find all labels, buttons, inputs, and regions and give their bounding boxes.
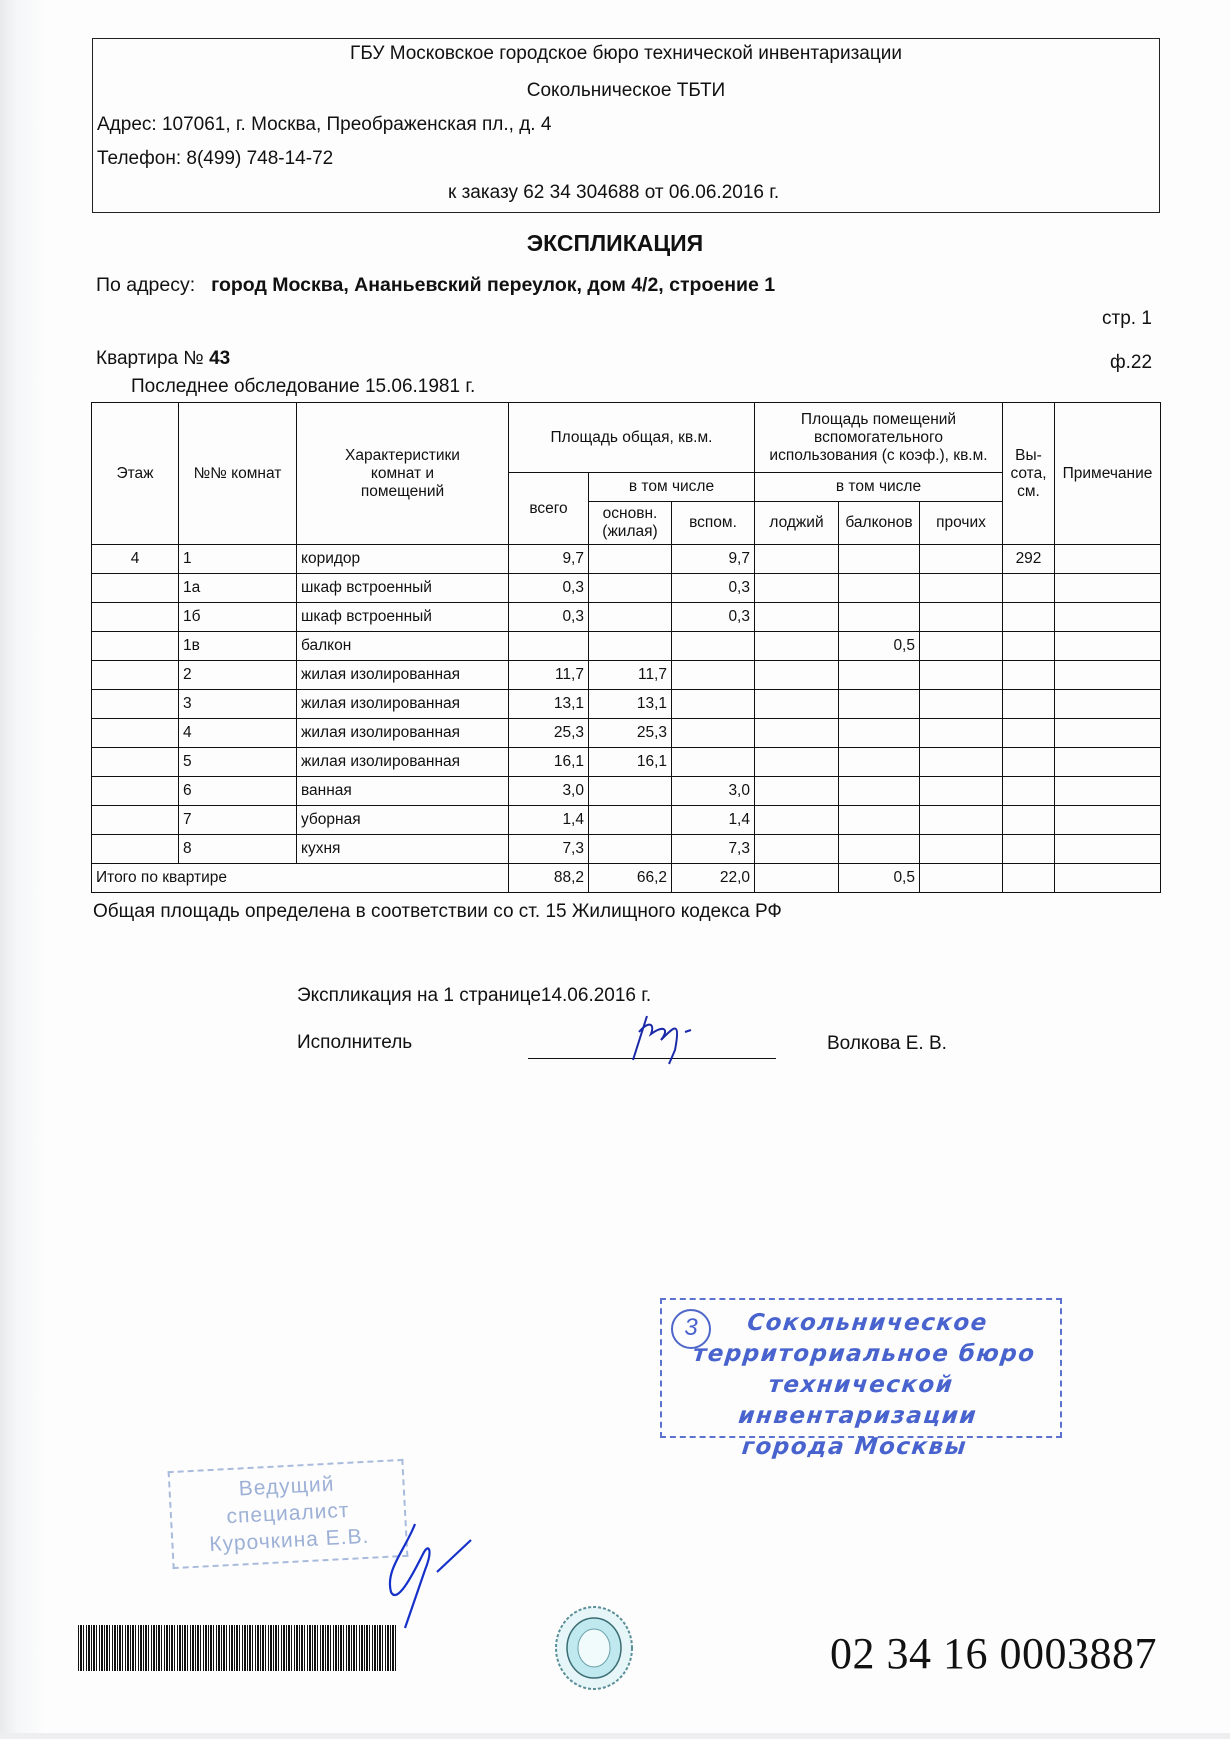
cell-aux [672,632,755,661]
barcode [78,1625,396,1671]
cell-note [1055,748,1161,777]
col-loggias: лоджий [755,502,839,545]
col-other: прочих [920,502,1003,545]
totals-height [1003,864,1055,893]
apartment-label: Квартира № 43 [96,348,231,369]
cell-loggia [755,603,839,632]
cell-other [920,806,1003,835]
totals-main: 66,2 [589,864,672,893]
col-height: Вы-сота, см. [1003,403,1055,545]
cell-other [920,777,1003,806]
form-number: ф.22 [1110,352,1153,373]
cell-main [589,806,672,835]
cell-total: 0,3 [509,603,589,632]
cell-total: 11,7 [509,661,589,690]
cell-floor [92,835,179,864]
cell-loggia [755,777,839,806]
cell-balcony [839,777,920,806]
cell-height [1003,748,1055,777]
cell-desc: шкаф встроенный [297,603,509,632]
specialist-signature-icon [375,1520,485,1630]
table-row [92,835,1161,864]
cell-floor [92,777,179,806]
cell-main [589,603,672,632]
cell-other [920,690,1003,719]
cell-note [1055,690,1161,719]
col-main-living: основн. (жилая) [589,502,672,545]
totals-aux: 22,0 [672,864,755,893]
issuer-phone: Телефон: 8(499) 748-14-72 [97,148,334,169]
cell-total: 25,3 [509,719,589,748]
executor-signature-icon [625,1010,715,1066]
cell-total: 3,0 [509,777,589,806]
col-aux: вспом. [672,502,755,545]
cell-note [1055,835,1161,864]
cell-main [589,574,672,603]
cell-desc: балкон [297,632,509,661]
cell-other [920,603,1003,632]
branch-name: Сокольническое ТБТИ [526,80,726,101]
cell-height [1003,777,1055,806]
cell-aux: 0,3 [672,574,755,603]
executor-label: Исполнитель [297,1032,413,1053]
cell-main: 25,3 [589,719,672,748]
cell-main [589,545,672,574]
cell-main: 13,1 [589,690,672,719]
page-number: стр. 1 [1102,308,1152,329]
cell-total: 9,7 [509,545,589,574]
cell-room: 6 [179,777,297,806]
cell-room: 2 [179,661,297,690]
cell-balcony [839,574,920,603]
col-aux-area: Площадь помещений вспомогательного использования (с коэф.), кв.м. [755,403,1003,473]
explication-table [91,402,1161,893]
table-row [92,632,1161,661]
cell-desc: ванная [297,777,509,806]
totals-other [920,864,1003,893]
table-row [92,574,1161,603]
cell-total: 0,3 [509,574,589,603]
legal-note: Общая площадь определена в соответствии со ст. 15 Жилищного кодекса РФ [93,901,782,922]
cell-floor [92,806,179,835]
col-including: в том числе [589,473,755,502]
col-characteristics: Характеристики комнат и помещений [297,403,509,545]
cell-aux: 0,3 [672,603,755,632]
cell-height [1003,690,1055,719]
cell-room: 5 [179,748,297,777]
cell-height [1003,574,1055,603]
document-number: 02 34 16 0003887 [830,1629,1157,1678]
specialist-stamp: Ведущий специалист Курочкина Е.В. [168,1459,409,1569]
organization-name: ГБУ Московское городское бюро технической инвентаризации [350,43,902,64]
cell-aux [672,690,755,719]
cell-loggia [755,661,839,690]
cell-floor: 4 [92,545,179,574]
cell-aux: 7,3 [672,835,755,864]
totals-balcony: 0,5 [839,864,920,893]
cell-aux [672,719,755,748]
table-row [92,748,1161,777]
cell-loggia [755,835,839,864]
cell-total: 7,3 [509,835,589,864]
cell-height [1003,603,1055,632]
cell-desc: коридор [297,545,509,574]
cell-loggia [755,719,839,748]
cell-balcony [839,661,920,690]
cell-desc: жилая изолированная [297,748,509,777]
cell-balcony [839,748,920,777]
totals-row [92,864,1161,893]
cell-balcony [839,719,920,748]
scan-bottom-edge [0,1733,1230,1739]
cell-other [920,545,1003,574]
cell-note [1055,574,1161,603]
cell-note [1055,545,1161,574]
col-rooms: №№ комнат [179,403,297,545]
address-value: город Москва, Ананьевский переулок, дом 4/2, строение 1 [211,274,776,296]
cell-height [1003,719,1055,748]
cell-note [1055,777,1161,806]
cell-balcony [839,806,920,835]
col-note: Примечание [1055,403,1161,545]
cell-main: 11,7 [589,661,672,690]
cell-balcony [839,690,920,719]
cell-loggia [755,748,839,777]
col-balconies: балконов [839,502,920,545]
totals-total: 88,2 [509,864,589,893]
scan-left-edge [0,0,48,1739]
totals-loggia [755,864,839,893]
col-total-all: всего [509,473,589,545]
cell-aux: 3,0 [672,777,755,806]
office-stamp-text: Сокольническое территориальное бюро технической инвентаризации города Москвы [691,1310,1037,1460]
cell-loggia [755,690,839,719]
cell-height [1003,835,1055,864]
cell-main [589,777,672,806]
table-row [92,661,1161,690]
cell-balcony [839,835,920,864]
cell-floor [92,661,179,690]
cell-note [1055,632,1161,661]
cell-height [1003,632,1055,661]
cell-total: 1,4 [509,806,589,835]
cell-height [1003,806,1055,835]
cell-room: 7 [179,806,297,835]
cell-total [509,632,589,661]
order-reference: к заказу 62 34 304688 от 06.06.2016 г. [448,182,780,203]
cell-desc: кухня [297,835,509,864]
table-row [92,690,1161,719]
cell-room: 3 [179,690,297,719]
table-row [92,719,1161,748]
cell-loggia [755,574,839,603]
col-total-area: Площадь общая, кв.м. [509,403,755,473]
cell-total: 16,1 [509,748,589,777]
cell-aux: 9,7 [672,545,755,574]
cell-note [1055,661,1161,690]
document-title: ЭКСПЛИКАЦИЯ [526,230,704,256]
cell-other [920,632,1003,661]
cell-desc: жилая изолированная [297,661,509,690]
cell-desc: шкаф встроенный [297,574,509,603]
cell-loggia [755,545,839,574]
col-including-aux: в том числе [755,473,1003,502]
cell-height [1003,661,1055,690]
cell-note [1055,806,1161,835]
hologram-seal-icon [552,1604,636,1692]
cell-aux: 1,4 [672,806,755,835]
cell-room: 1б [179,603,297,632]
cell-aux [672,661,755,690]
cell-room: 1а [179,574,297,603]
table-row [92,603,1161,632]
cell-desc: жилая изолированная [297,719,509,748]
cell-other [920,661,1003,690]
cell-other [920,574,1003,603]
cell-loggia [755,632,839,661]
table-row [92,777,1161,806]
cell-total: 13,1 [509,690,589,719]
office-number: 3 [671,1309,711,1349]
cell-floor [92,690,179,719]
office-stamp [660,1298,1062,1460]
cell-loggia [755,806,839,835]
cell-room: 1 [179,545,297,574]
cell-floor [92,603,179,632]
address-label: По адресу: [96,274,196,296]
col-floor: Этаж [92,403,179,545]
cell-room: 8 [179,835,297,864]
issuer-address: Адрес: 107061, г. Москва, Преображенская пл., д. 4 [97,114,552,135]
cell-main [589,835,672,864]
property-address [96,274,775,297]
cell-desc: жилая изолированная [297,690,509,719]
cell-room: 1в [179,632,297,661]
cell-floor [92,574,179,603]
cell-other [920,835,1003,864]
table-row [92,806,1161,835]
executor-name: Волкова Е. В. [827,1033,947,1054]
pages-note: Экспликация на 1 странице14.06.2016 г. [297,985,652,1006]
cell-balcony [839,545,920,574]
cell-desc: уборная [297,806,509,835]
cell-balcony [839,603,920,632]
table-row [92,545,1161,574]
cell-floor [92,748,179,777]
cell-balcony: 0,5 [839,632,920,661]
cell-room: 4 [179,719,297,748]
cell-floor [92,719,179,748]
cell-aux [672,748,755,777]
cell-note [1055,603,1161,632]
cell-floor [92,632,179,661]
totals-label: Итого по квартире [92,864,509,893]
cell-note [1055,719,1161,748]
cell-other [920,748,1003,777]
totals-note [1055,864,1161,893]
cell-main [589,632,672,661]
cell-height: 292 [1003,545,1055,574]
last-survey-date: Последнее обследование 15.06.1981 г. [131,376,476,397]
apartment-number: 43 [209,348,231,369]
issuer-header-box [92,38,1160,213]
cell-main: 16,1 [589,748,672,777]
cell-other [920,719,1003,748]
